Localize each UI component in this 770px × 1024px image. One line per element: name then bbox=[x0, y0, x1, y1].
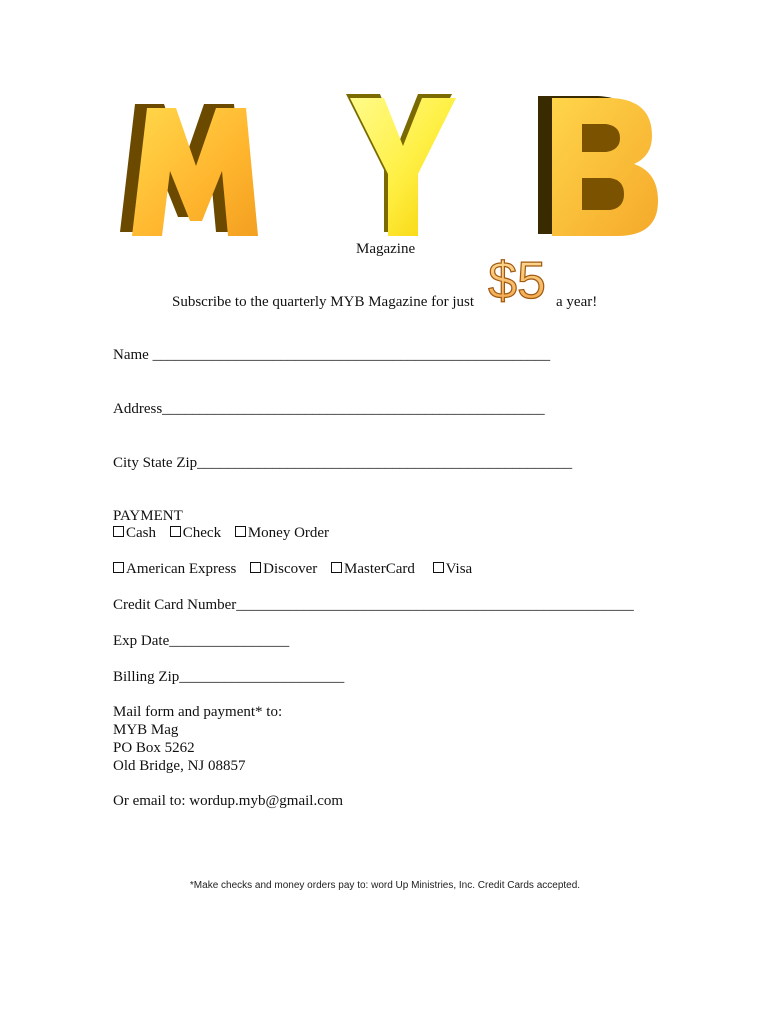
payment-methods bbox=[113, 524, 339, 542]
subtitle-magazine: Magazine bbox=[356, 241, 416, 257]
price-graphic bbox=[478, 252, 556, 304]
subscribe-tail: a year! bbox=[556, 294, 598, 310]
card-options bbox=[113, 560, 482, 578]
checkbox-icon[interactable] bbox=[331, 562, 342, 573]
billing-zip-field[interactable]: Billing Zip______________________ bbox=[113, 669, 345, 685]
checkbox-icon[interactable] bbox=[433, 562, 444, 573]
checkbox-icon[interactable] bbox=[113, 526, 124, 537]
email-line: Or email to: wordup.myb@gmail.com bbox=[113, 793, 344, 809]
payment-heading: PAYMENT bbox=[113, 508, 183, 524]
myb-logo bbox=[112, 86, 662, 246]
footnote: *Make checks and money orders pay to: word Up Ministries, Inc. Credit Cards accepted. bbox=[189, 880, 581, 891]
mail-address-line3: Old Bridge, NJ 08857 bbox=[113, 758, 246, 774]
logo-letter-m bbox=[120, 104, 258, 236]
logo-letter-b bbox=[538, 96, 658, 236]
checkbox-icon[interactable] bbox=[235, 526, 246, 537]
credit-card-number-field[interactable]: Credit Card Number_____________________________________________________ bbox=[113, 597, 634, 613]
mail-address-line1: MYB Mag bbox=[113, 722, 179, 738]
price-value: $5 bbox=[488, 252, 546, 304]
checkbox-icon[interactable] bbox=[113, 562, 124, 573]
option-visa[interactable]: Visa bbox=[433, 561, 473, 577]
option-mastercard[interactable]: MasterCard bbox=[331, 561, 415, 577]
checkbox-icon[interactable] bbox=[170, 526, 181, 537]
checkbox-icon[interactable] bbox=[250, 562, 261, 573]
logo-letter-y bbox=[346, 94, 456, 236]
option-money-order[interactable]: Money Order bbox=[235, 525, 329, 541]
subscribe-text: Subscribe to the quarterly MYB Magazine for just bbox=[172, 294, 475, 310]
address-field[interactable]: Address___________________________________________________ bbox=[113, 401, 545, 417]
option-american-express[interactable]: American Express bbox=[113, 561, 236, 577]
mail-intro: Mail form and payment* to: bbox=[113, 704, 283, 720]
mail-address-line2: PO Box 5262 bbox=[113, 740, 195, 756]
option-check[interactable]: Check bbox=[170, 525, 221, 541]
option-cash[interactable]: Cash bbox=[113, 525, 156, 541]
exp-date-field[interactable]: Exp Date________________ bbox=[113, 633, 290, 649]
city-state-zip-field[interactable]: City State Zip__________________________________________________ bbox=[113, 455, 573, 471]
option-discover[interactable]: Discover bbox=[250, 561, 317, 577]
name-field[interactable]: Name _____________________________________________________ bbox=[113, 347, 551, 363]
